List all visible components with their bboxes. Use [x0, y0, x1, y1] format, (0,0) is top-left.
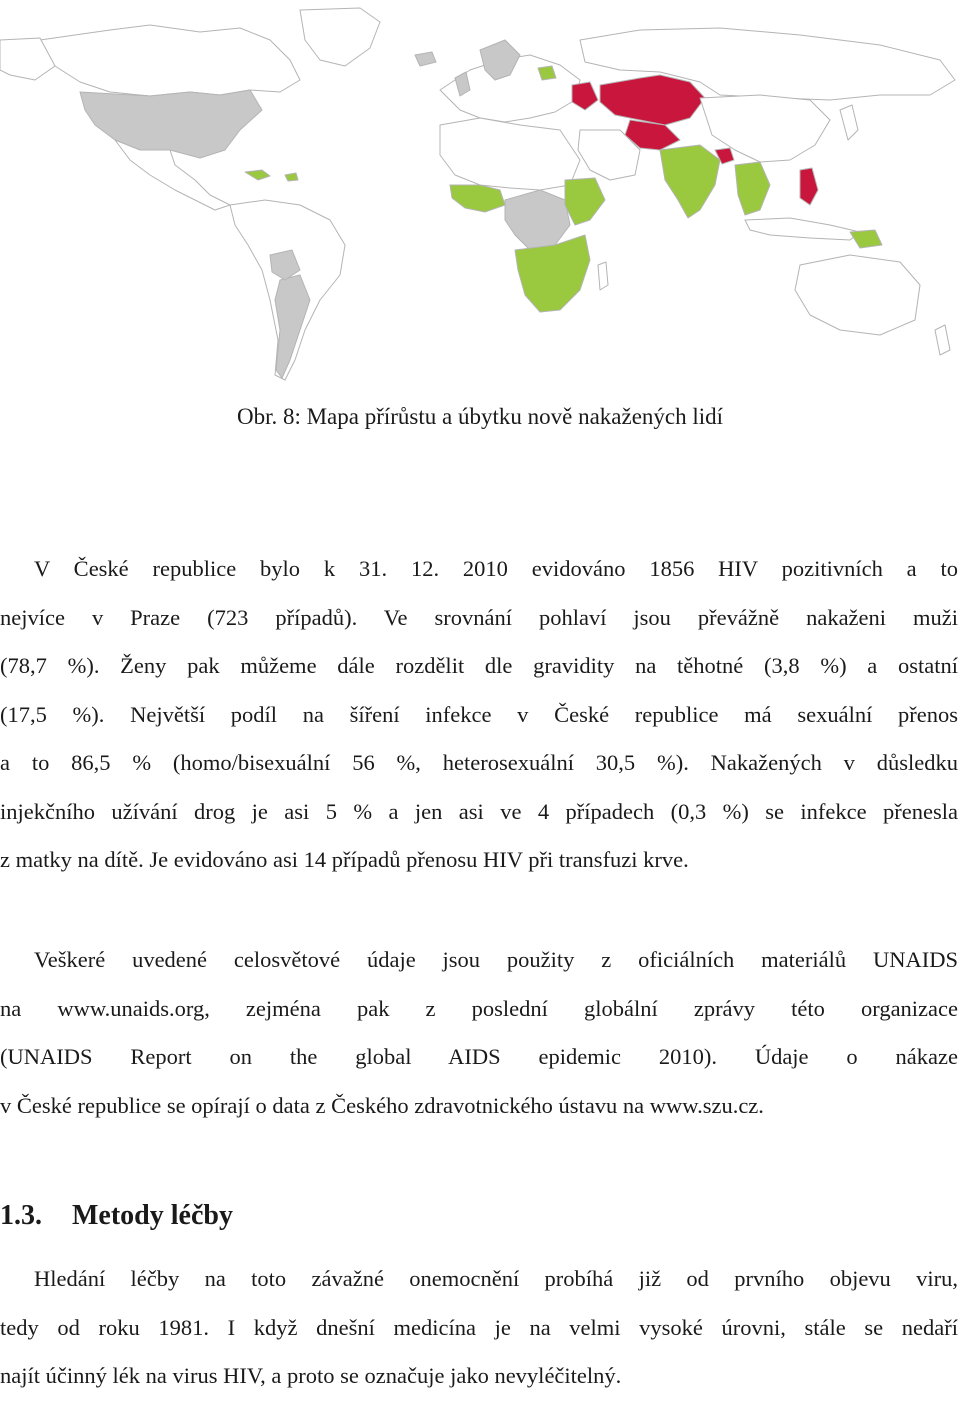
paragraph-line: a to 86,5 % (homo/bisexuální 56 %, heterosexuální 30,5 %). Nakažených v důsledku	[0, 750, 958, 775]
paragraph-hiv-czech	[0, 545, 958, 885]
paragraph-line: V České republice bylo k 31. 12. 2010 evidováno 1856 HIV pozitivních a to	[34, 556, 958, 581]
paragraph-line: nejvíce v Praze (723 případů). Ve srovnání pohlaví jsou převážně nakaženi muži	[0, 604, 958, 630]
paragraph-line: tedy od roku 1981. I když dnešní medicína je na velmi vysoké úrovni, stále se nedaří	[0, 1314, 958, 1340]
paragraph-line: z matky na dítě. Je evidováno asi 14 případů přenosu HIV při transfuzi krve.	[0, 847, 689, 872]
map-region-new-zealand	[935, 325, 950, 355]
map-region-central-africa	[505, 190, 570, 250]
map-region-philippines	[800, 168, 818, 205]
paragraph-line: (UNAIDS Report on the global AIDS epidemic 2010). Údaje o nákaze	[0, 1044, 958, 1069]
map-region-east-africa	[565, 178, 605, 225]
map-region-greenland	[300, 8, 380, 66]
map-region-caribbean	[245, 170, 270, 180]
world-map-figure	[0, 0, 960, 390]
paragraph-unaids-sources	[0, 936, 958, 1130]
paragraph-line: injekčního užívání drog je asi 5 % a jen asi ve 4 případech (0,3 %) se infekce přenesla	[0, 798, 958, 824]
world-map	[0, 0, 960, 390]
paragraph-line: (78,7 %). Ženy pak můžeme dále rozdělit dle gravidity na těhotné (3,8 %) a ostatní	[0, 653, 958, 678]
map-region-iceland	[415, 52, 436, 66]
paragraph-line: najít účinný lék na virus HIV, a proto se označuje jako nevyléčitelný.	[0, 1363, 622, 1388]
paragraph-line: (17,5 %). Největší podíl na šíření infekce v České republice má sexuální přenos	[0, 701, 958, 727]
map-region-usa	[80, 90, 262, 158]
map-region-southeast-asia	[735, 162, 770, 215]
figure-caption: Obr. 8: Mapa přírůstu a úbytku nově nakažených lidí	[236, 404, 724, 429]
map-region-west-africa	[450, 185, 505, 212]
paragraph-line: v České republice se opírají o data z Českého zdravotnického ústavu na www.szu.cz.	[0, 1092, 764, 1118]
paragraph-line: Veškeré uvedené celosvětové údaje jsou použity z oficiálních materiálů UNAIDS	[34, 947, 958, 972]
paragraph-line: na www.unaids.org, zejména pak z poslední globální zprávy této organizace	[0, 995, 958, 1021]
map-region-caribbean-2	[285, 173, 298, 181]
paragraph-treatment	[0, 1255, 958, 1401]
map-region-japan	[840, 105, 858, 140]
section-heading	[0, 1196, 233, 1236]
map-region-eastern-europe	[572, 82, 598, 110]
map-region-russia	[600, 75, 705, 125]
section-title: Metody léčby	[72, 1200, 233, 1231]
map-region-madagascar	[598, 262, 608, 290]
map-region-india	[660, 145, 720, 218]
map-region-indonesia	[745, 218, 860, 240]
paragraph-line: Hledání léčby na toto závažné onemocnění probíhá již od prvního objevu viru,	[34, 1266, 958, 1291]
map-region-australia	[795, 255, 920, 335]
map-region-papua	[850, 230, 882, 248]
map-region-north-africa	[440, 118, 580, 190]
section-number: 1.3.	[0, 1200, 42, 1231]
map-region-canada	[40, 25, 300, 96]
